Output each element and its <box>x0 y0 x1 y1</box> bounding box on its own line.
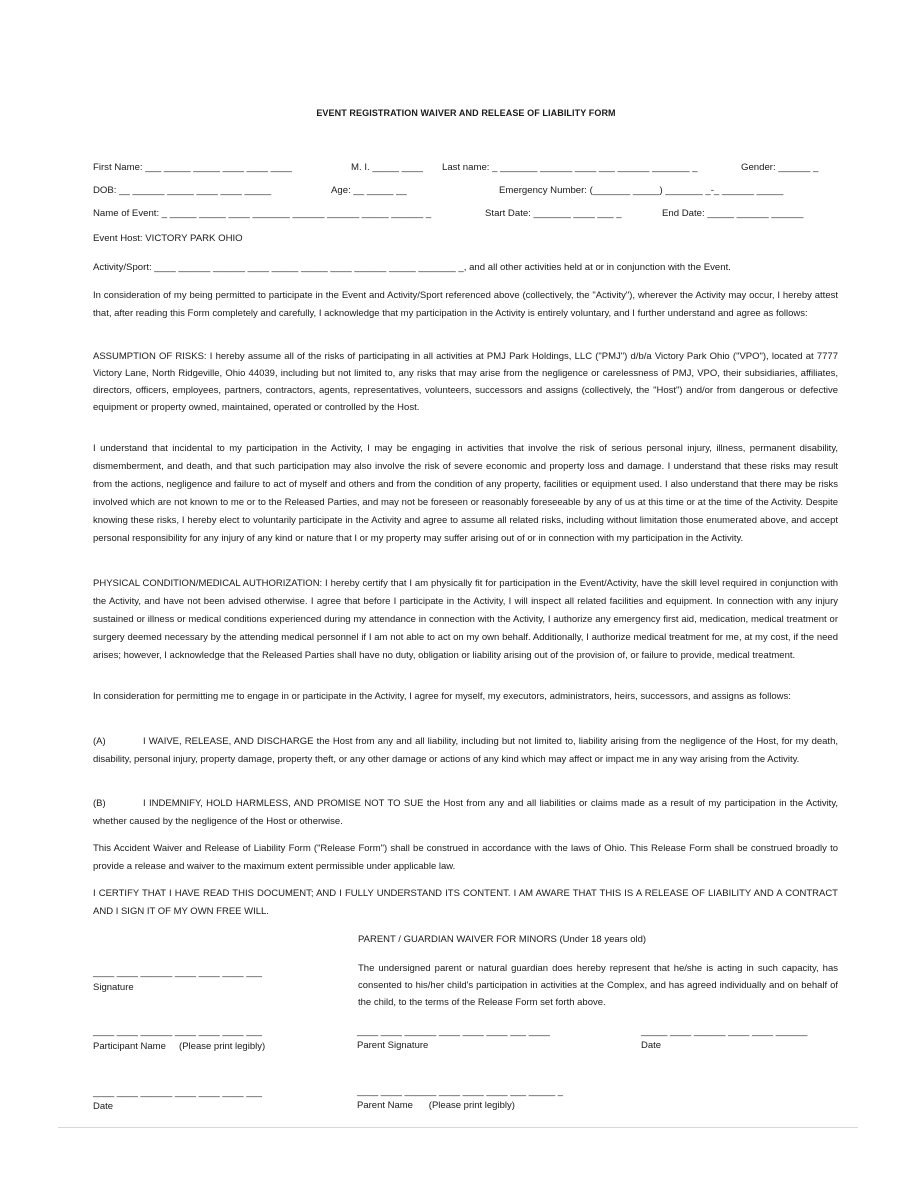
participant-name-label: Participant Name (Please print legibly) <box>93 1041 266 1052</box>
consideration-paragraph: In consideration of my being permitted to participate in the Event and Activity/Sport referenced above (collectively, the "Activity"), wherever the Activity may occur, I hereby attest that, after reading this Form completely and carefully, I acknowledge that my participation in the Activity is entirely voluntary, and I further understand and agree as follows: <box>93 290 838 319</box>
age-field[interactable]: Age: __ _____ __ <box>331 185 407 196</box>
parent-signature-line[interactable]: ____ ____ ______ ____ ____ ____ ___ ____ <box>357 1026 550 1037</box>
end-date-field[interactable]: End Date: _____ ______ ______ <box>662 208 804 219</box>
emergency-number-field[interactable]: Emergency Number: (_______ _____) _______ _-_ ______ _____ <box>499 185 784 196</box>
guardian-waiver-heading: PARENT / GUARDIAN WAIVER FOR MINORS (Under 18 years old) <box>358 934 647 945</box>
parent-date-line[interactable]: _____ ____ ______ ____ ____ ______ <box>641 1026 808 1037</box>
event-info-row <box>93 207 839 221</box>
parent-signature-label: Parent Signature <box>357 1040 429 1051</box>
governing-law-paragraph: This Accident Waiver and Release of Liability Form ("Release Form") shall be construed in accordance with the laws of Ohio. This Release Form shall be construed broadly to provide a release and waiver to the maximum extent permissible under applicable law. <box>93 843 838 872</box>
parent-date-label: Date <box>641 1040 662 1051</box>
signature-line[interactable]: ____ ____ ______ ____ ____ ____ ___ <box>93 967 263 978</box>
clause-b-paragraph <box>93 795 838 831</box>
participant-date-line[interactable]: ____ ____ ______ ____ ____ ____ ___ <box>93 1087 263 1098</box>
signature-label: Signature <box>93 982 134 993</box>
activity-field[interactable]: Activity/Sport: ____ ______ ______ ____ _____ _____ ____ ______ _____ _______ _, and all other activities held at or in conjunction with the Event. <box>93 262 731 273</box>
clause-a-label: (A) <box>93 736 106 747</box>
clause-a-text: I WAIVE, RELEASE, AND DISCHARGE the Host from any and all liability, including but not limited to, liability arising from the negligence of the Host, for my death, disability, personal injury, property damage, property theft, or any other damage or actions of any kind which may affect or impact me in any way arising from the Activity. <box>93 736 838 765</box>
clause-b-label: (B) <box>93 798 106 809</box>
parent-name-line[interactable]: ____ ____ ______ ____ ____ ____ ___ _____ _ <box>357 1086 564 1097</box>
certification-paragraph: I CERTIFY THAT I HAVE READ THIS DOCUMENT; AND I FULLY UNDERSTAND ITS CONTENT. I AM AWARE THAT THIS IS A RELEASE OF LIABILITY AND A CONTRACT AND I SIGN IT OF MY OWN FREE WILL. <box>93 888 838 917</box>
medical-authorization-paragraph: PHYSICAL CONDITION/MEDICAL AUTHORIZATION: I hereby certify that I am physically fit for participation in the Event/Activity, have the skill level required in conjunction with the Activity, and have not been advised otherwise. I agree that before I participate in the Activity, I will inspect all related facilities and equipment. In connection with any injury sustained or illness or medical conditions experienced during my attendance in connection with the Activity, I authorize any emergency first aid, medication, medical treatment or surgery deemed necessary by the attending medical personnel if I am not able to act on my own behalf. Additionally, I authorize medical treatment for me, at my cost, if the need arises; however, I acknowledge that the Released Parties shall have no duty, obligation or liability arising out of the provision of, or failure to provide, medical treatment. <box>93 578 838 661</box>
first-name-field[interactable]: First Name: ___ _____ _____ ____ ____ ____ <box>93 162 292 173</box>
guardian-waiver-text: The undersigned parent or natural guardian does hereby represent that he/she is acting in such capacity, has consented to his/her child's participation in activities at the Complex, and has agreed individually and on behalf of the child, to the terms of the Release Form set forth above. <box>358 963 838 1008</box>
page-bottom-divider <box>58 1127 858 1128</box>
participant-date-label: Date <box>93 1101 114 1112</box>
clause-b-text: I INDEMNIFY, HOLD HARMLESS, AND PROMISE NOT TO SUE the Host from any and all liabilities or claims made as a result of my participation in the Activity, whether caused by the negligence of the Host or otherwise. <box>93 798 838 827</box>
event-host: Event Host: VICTORY PARK OHIO <box>93 233 243 244</box>
assumption-of-risks-paragraph: ASSUMPTION OF RISKS: I hereby assume all of the risks of participating in all activities at PMJ Park Holdings, LLC ("PMJ") d/b/a Victory Park Ohio ("VPO"), located at 7777 Victory Lane, North Ridgeville, Ohio 44039, including but not limited to, any risks that may arise from the negligence or carelessness of PMJ, VPO, their subsidiaries, affiliates, directors, officers, employees, partners, contractors, agents, representatives, volunteers, successors and assigns (collectively, the "Host") and/or from dangerous or defective equipment or property owned, maintained, operated or controlled by the Host. <box>93 351 838 413</box>
dob-field[interactable]: DOB: __ ______ _____ ____ ____ _____ <box>93 185 272 196</box>
parent-name-label: Parent Name (Please print legibly) <box>357 1100 515 1111</box>
personal-info-row-1 <box>93 161 839 175</box>
participant-name-line[interactable]: ____ ____ ______ ____ ____ ____ ___ <box>93 1026 263 1037</box>
agreement-intro-paragraph: In consideration for permitting me to engage in or participate in the Activity, I agree for myself, my executors, administrators, heirs, successors, and assigns as follows: <box>93 691 791 702</box>
middle-initial-field[interactable]: M. I. _____ ____ <box>351 162 424 173</box>
clause-a-paragraph <box>93 733 838 769</box>
gender-field[interactable]: Gender: ______ _ <box>741 162 819 173</box>
start-date-field[interactable]: Start Date: _______ ____ ___ _ <box>485 208 622 219</box>
document-title: EVENT REGISTRATION WAIVER AND RELEASE OF LIABILITY FORM <box>316 108 616 118</box>
incidental-risks-paragraph: I understand that incidental to my participation in the Activity, I may be engaging in activities that involve the risk of serious personal injury, illness, permanent disability, dismemberment, and death, and that such participation may also involve the risk of severe economic and property loss and damage. I understand that these risks may result from the actions, negligence and failure to act of myself and others and from the condition of any property, facilities or equipment used. I also understand that there may be risks involved which are not known to me or to the Released Parties, and may not be foreseen or reasonably foreseeable by any of us at this time or at the time of the Activity. Despite knowing these risks, I hereby elect to voluntarily participate in the Activity and agree to assume all related risks, including without limitation those enumerated above, and accept personal responsibility for any injury of any kind or nature that I or my property may suffer arising out of or in connection with my participation in the Activity. <box>93 443 838 544</box>
last-name-field[interactable]: Last name: _ _______ ______ ____ ___ ______ _______ _ <box>442 162 698 173</box>
personal-info-row-2 <box>93 184 839 198</box>
event-name-field[interactable]: Name of Event: _ _____ _____ ____ _______ ______ ______ _____ ______ _ <box>93 208 432 219</box>
